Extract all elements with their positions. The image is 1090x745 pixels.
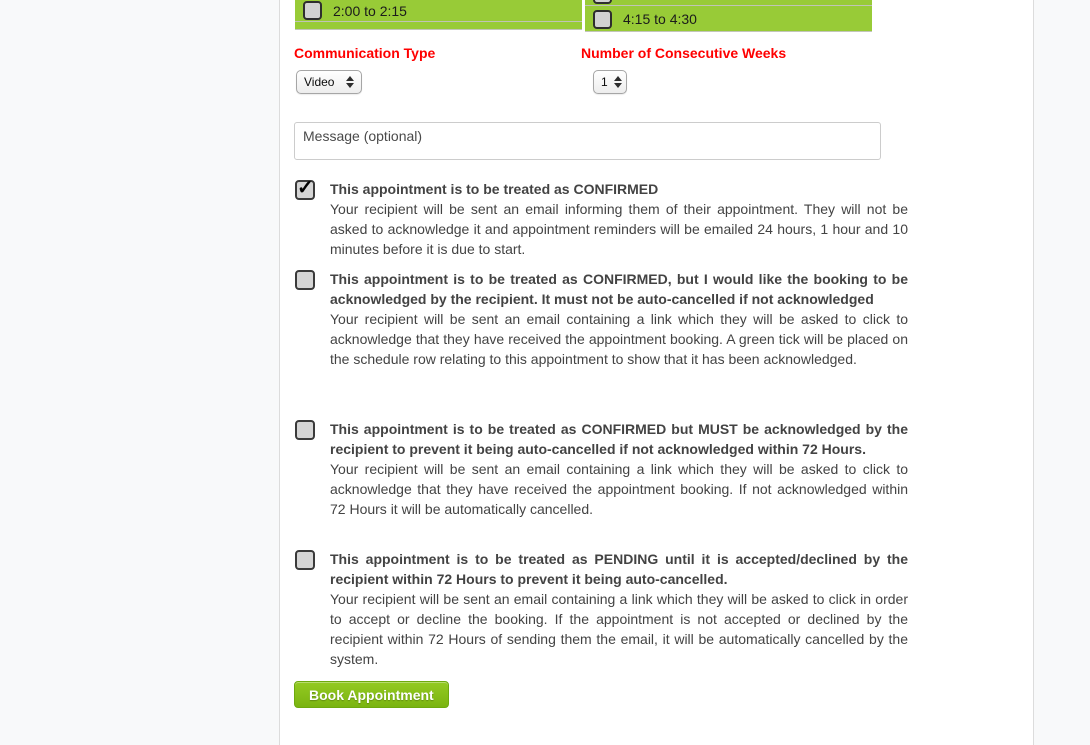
consecutive-weeks-value: 1 <box>601 75 608 89</box>
communication-type-label: Communication Type <box>294 45 436 61</box>
left-margin-panel <box>0 0 280 745</box>
option-title: This appointment is to be treated as CONFIRMED, but I would like the booking to be acknowledged by the recipient. It must not be auto-cancelled if not acknowledged <box>330 271 908 307</box>
timeslot-checkbox[interactable] <box>593 0 612 4</box>
option-description: Your recipient will be sent an email containing a link which they will be asked to click to acknowledge that they have received the appointment booking. If not acknowledged within 72 Hours it will be automatically cancelled. <box>330 461 908 517</box>
select-stepper-icon <box>346 76 354 88</box>
option-description: Your recipient will be sent an email informing them of their appointment. They will not be asked to acknowledge it and appointment reminders will be emailed 24 hours, 1 hour and 10 minutes before it is due to start. <box>330 201 908 257</box>
option-checkbox[interactable] <box>295 177 315 200</box>
timeslot-row-partial[interactable] <box>585 0 872 5</box>
option-checkbox[interactable] <box>295 420 315 440</box>
confirmation-option-2 <box>295 269 911 369</box>
timeslot-label: 2:00 to 2:15 <box>333 2 407 19</box>
timeslot-column-left <box>295 0 582 30</box>
timeslot-row[interactable] <box>585 6 872 32</box>
checkmark-icon: ✓ <box>297 177 314 199</box>
timeslot-checkbox[interactable] <box>593 10 612 29</box>
communication-type-value: Video <box>304 75 335 89</box>
confirmation-option-1 <box>295 179 911 259</box>
timeslot-row-partial[interactable] <box>295 22 582 30</box>
option-title: This appointment is to be treated as PENDING until it is accepted/declined by the recipient within 72 Hours to prevent it being auto-cancelled. <box>330 551 908 587</box>
timeslot-column-right <box>585 0 872 32</box>
confirmation-option-3 <box>295 419 911 519</box>
option-title: This appointment is to be treated as CONFIRMED but MUST be acknowledged by the recipient to prevent it being auto-cancelled if not acknowledged within 72 Hours. <box>330 421 908 457</box>
message-input[interactable] <box>294 122 881 160</box>
select-stepper-icon <box>614 76 622 88</box>
right-margin-panel <box>1033 0 1090 745</box>
timeslot-row[interactable] <box>295 0 582 21</box>
timeslot-checkbox[interactable] <box>303 1 322 20</box>
option-checkbox[interactable] <box>295 270 315 290</box>
option-title: This appointment is to be treated as CONFIRMED <box>330 181 659 197</box>
timeslot-label: 4:15 to 4:30 <box>623 11 697 27</box>
consecutive-weeks-select[interactable] <box>593 70 627 94</box>
option-description: Your recipient will be sent an email containing a link which they will be asked to click in order to accept or decline the booking. If the appointment is not accepted or declined by the recipient within 72 Hours of sending them the email, it will be automatically cancelled by the system. <box>330 591 908 667</box>
option-description: Your recipient will be sent an email containing a link which they will be asked to click to acknowledge that they have received the appointment booking. A green tick will be placed on the schedule row relating to this appointment to show that it has been acknowledged. <box>330 311 908 367</box>
option-checkbox[interactable] <box>295 550 315 570</box>
communication-type-select[interactable] <box>296 70 362 94</box>
book-appointment-button[interactable]: Book Appointment <box>294 681 449 708</box>
consecutive-weeks-label: Number of Consecutive Weeks <box>581 45 787 61</box>
confirmation-option-4 <box>295 549 911 669</box>
